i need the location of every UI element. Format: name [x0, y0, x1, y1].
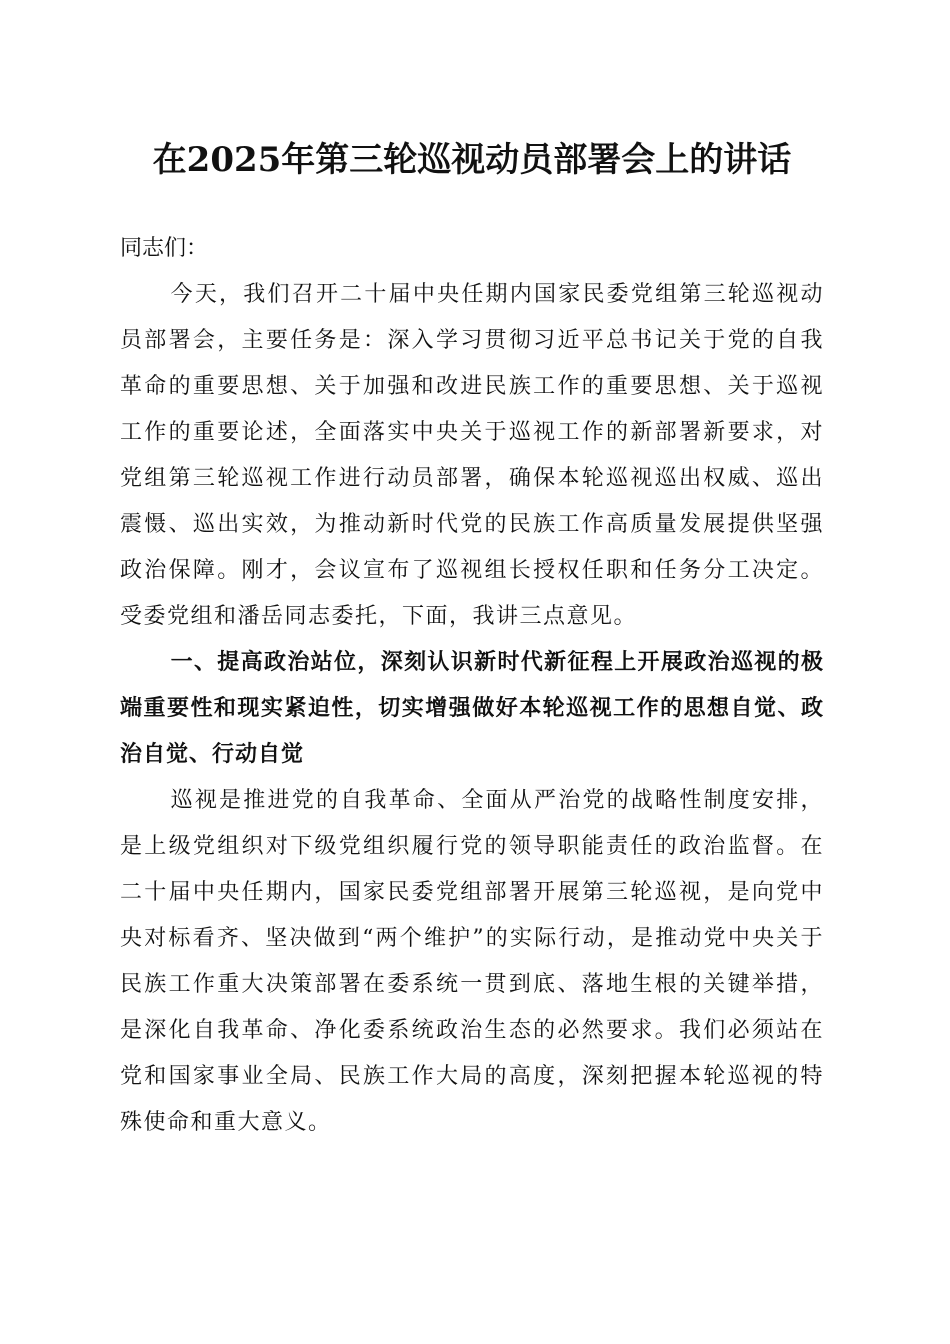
section-heading-1: 一、提高政治站位，深刻认识新时代新征程上开展政治巡视的极端重要性和现实紧迫性，切实增强做好本轮巡视工作的思想自觉、政治自觉、行动自觉	[120, 650, 824, 767]
document-page	[120, 128, 824, 1146]
intro-paragraph: 今天，我们召开二十届中央任期内国家民委党组第三轮巡视动员部署会，主要任务是：深入学习贯彻习近平总书记关于党的自我革命的重要思想、关于加强和改进民族工作的重要思想、关于巡视工作的重要论述，全面落实中央关于巡视工作的新部署新要求，对党组第三轮巡视工作进行动员部署，确保本轮巡视巡出权威、巡出震慑、巡出实效，为推动新时代党的民族工作高质量发展提供坚强政治保障。刚才，会议宣布了巡视组长授权任职和任务分工决定。受委党组和潘岳同志委托，下面，我讲三点意见。	[120, 282, 824, 629]
section-1-paragraph: 巡视是推进党的自我革命、全面从严治党的战略性制度安排，是上级党组织对下级党组织履行党的领导职能责任的政治监督。在二十届中央任期内，国家民委党组部署开展第三轮巡视，是向党中央对标看齐、坚决做到“两个维护”的实际行动，是推动党中央关于民族工作重大决策部署在委系统一贯到底、落地生根的关键举措，是深化自我革命、净化委系统政治生态的必然要求。我们必须站在党和国家事业全局、民族工作大局的高度，深刻把握本轮巡视的特殊使命和重大意义。	[120, 788, 824, 1135]
document-title: 在2025年第三轮巡视动员部署会上的讲话	[152, 140, 792, 180]
salutation: 同志们：	[120, 236, 209, 261]
